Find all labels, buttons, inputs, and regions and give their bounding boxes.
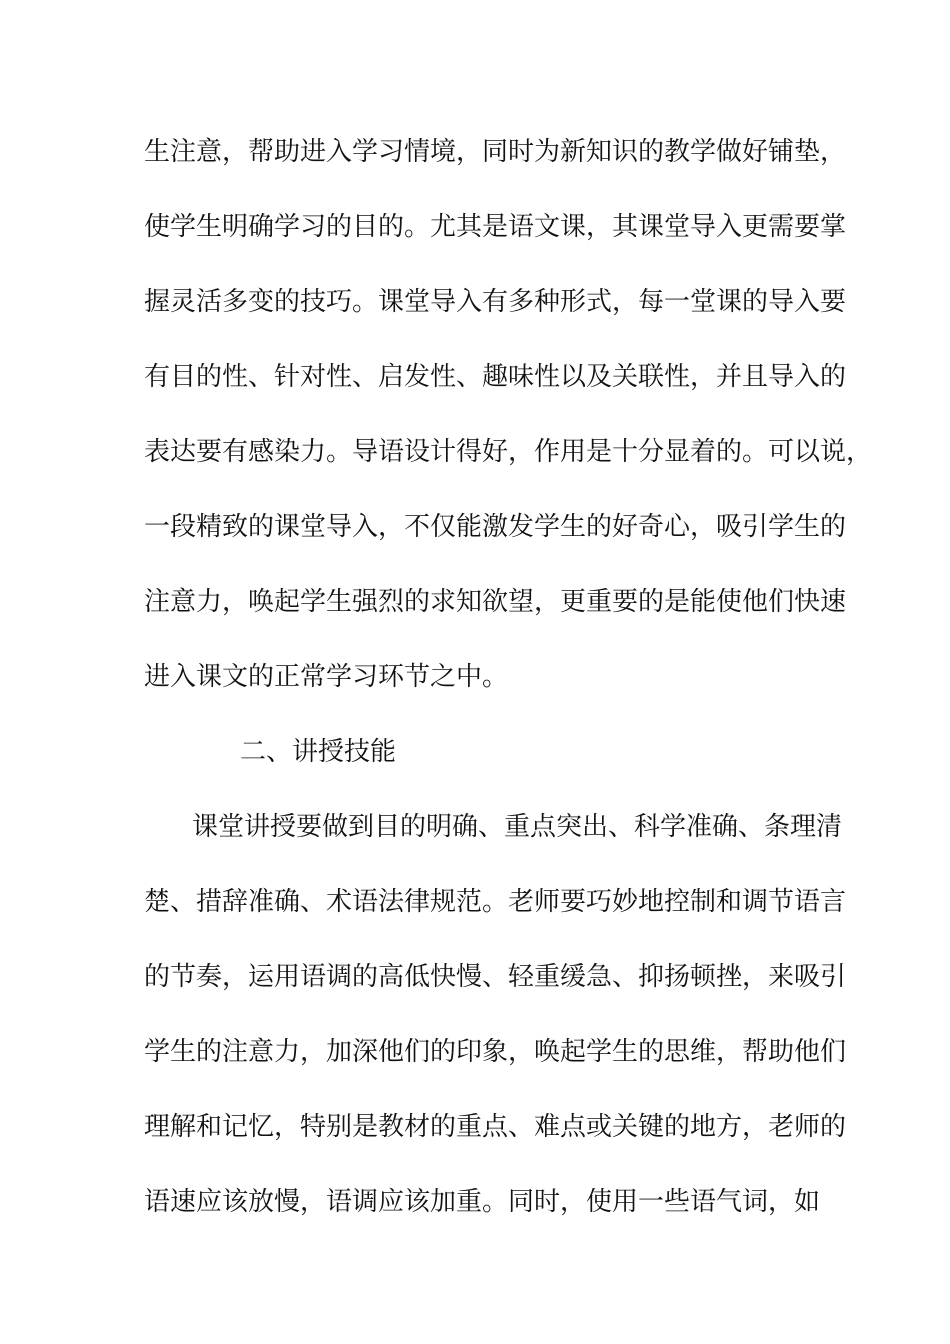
section-heading: 二、讲授技能 [240,737,397,767]
body-text [144,128,873,1253]
paragraph-line: 楚、措辞准确、术语法律规范。老师要巧妙地控制和调节语言 [144,887,847,917]
paragraph-line: 课堂讲授要做到目的明确、重点突出、科学准确、条理清 [192,812,843,842]
paragraph-line: 语速应该放慢，语调应该加重。同时，使用一些语气词，如 [144,1187,821,1217]
paragraph-line: 有目的性、针对性、启发性、趣味性以及关联性，并且导入的 [144,362,847,392]
paragraph-line: 使学生明确学习的目的。尤其是语文课，其课堂导入更需要掌 [144,212,847,242]
paragraph-line: 注意力，唤起学生强烈的求知欲望，更重要的是能使他们快速 [144,587,847,617]
paragraph-line: 学生的注意力，加深他们的印象，唤起学生的思维，帮助他们 [144,1037,847,1067]
paragraph-line: 握灵活多变的技巧。课堂导入有多种形式，每一堂课的导入要 [144,287,847,317]
paragraph-line: 进入课文的正常学习环节之中。 [144,662,509,692]
paragraph-line: 理解和记忆，特别是教材的重点、难点或关键的地方，老师的 [144,1112,847,1142]
paragraph-line: 的节奏，运用语调的高低快慢、轻重缓急、抑扬顿挫，来吸引 [144,962,847,992]
paragraph-line: 一段精致的课堂导入，不仅能激发学生的好奇心，吸引学生的 [144,512,847,542]
paragraph-line: 表达要有感染力。导语设计得好，作用是十分显着的。可以说， [144,437,873,467]
paragraph-line: 生注意，帮助进入学习情境，同时为新知识的教学做好铺垫， [144,137,847,167]
